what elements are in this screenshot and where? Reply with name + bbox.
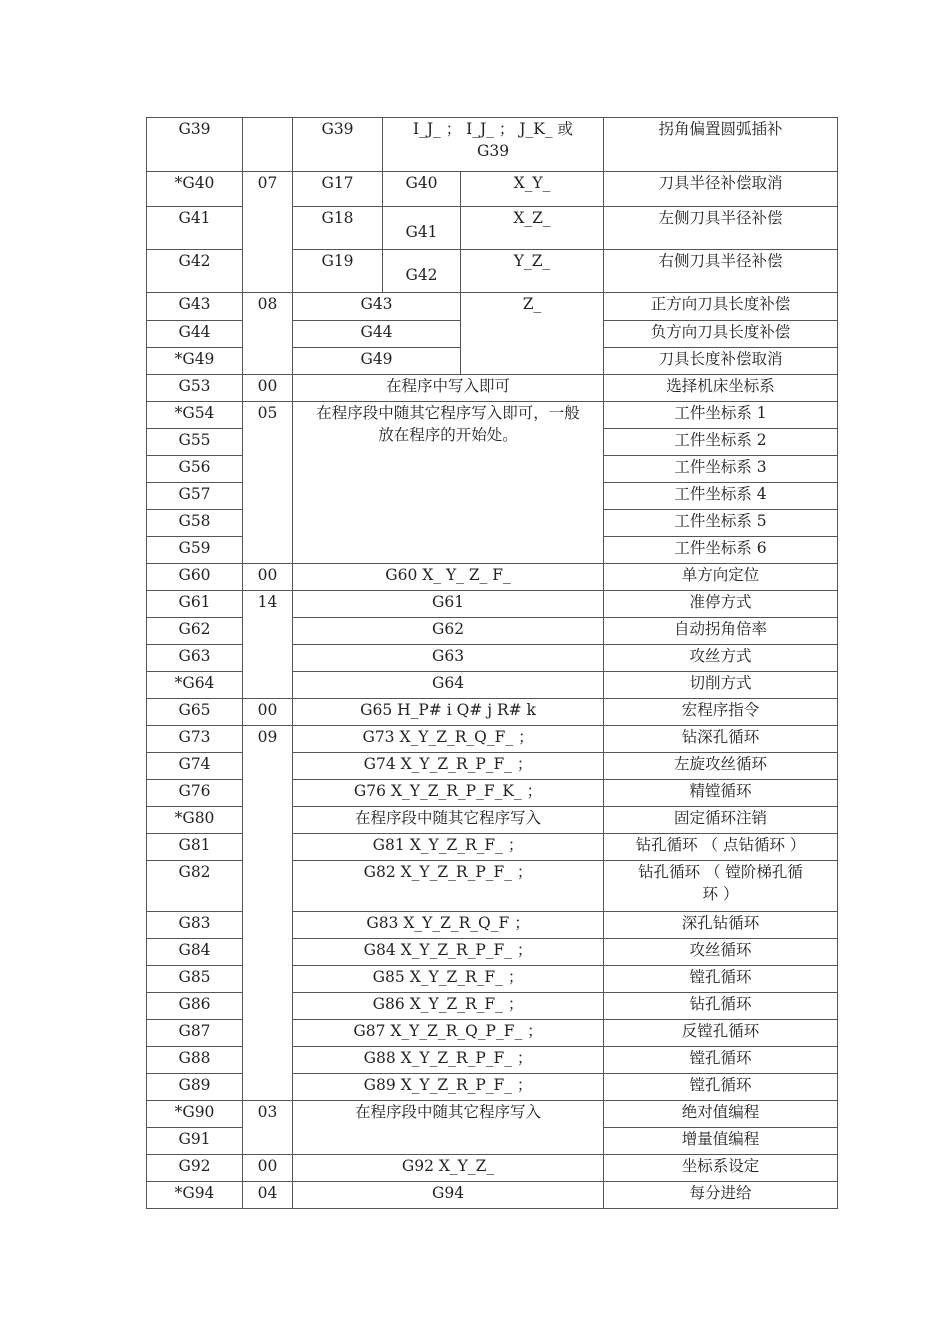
group-cell: 03 <box>243 1101 293 1155</box>
gcode-cell: G92 <box>147 1155 243 1182</box>
table-row <box>147 1155 838 1182</box>
format-cell: G62 <box>293 618 604 645</box>
function-cell: 左侧刀具半径补偿 <box>604 207 838 250</box>
cmd-cell: G44 <box>293 321 461 348</box>
axes-cell: X_Z_ <box>461 207 604 250</box>
function-cell: 自动拐角倍率 <box>604 618 838 645</box>
gcode-cell: G81 <box>147 834 243 861</box>
cmd-cell: G49 <box>293 348 461 375</box>
gcode-cell: G85 <box>147 966 243 993</box>
function-cell: 负方向刀具长度补偿 <box>604 321 838 348</box>
format-cell: 在程序段中随其它程序写入 <box>293 807 604 834</box>
function-cell: 工件坐标系 3 <box>604 456 838 483</box>
gcode-cell: G76 <box>147 780 243 807</box>
gcode-cell: *G90 <box>147 1101 243 1128</box>
format-cell: G83 X_Y_Z_R_Q_F ； <box>293 912 604 939</box>
gcode-cell: G57 <box>147 483 243 510</box>
group-cell: 07 <box>243 172 293 293</box>
table-row <box>147 1182 838 1209</box>
format-cell <box>383 118 604 172</box>
function-cell: 刀具半径补偿取消 <box>604 172 838 207</box>
gcode-cell: G74 <box>147 753 243 780</box>
function-cell: 正方向刀具长度补偿 <box>604 293 838 321</box>
function-cell: 精镗循环 <box>604 780 838 807</box>
group-cell: 04 <box>243 1182 293 1209</box>
function-cell: 固定循环注销 <box>604 807 838 834</box>
format-cell: G73 X_Y_Z_R_Q_F_ ； <box>293 726 604 753</box>
format-cell: G84 X_Y_Z_R_P_F_ ； <box>293 939 604 966</box>
function-cell: 工件坐标系 4 <box>604 483 838 510</box>
gcode-cell: *G64 <box>147 672 243 699</box>
axes-cell: Y_Z_ <box>461 250 604 293</box>
gcode-table <box>146 117 838 1209</box>
gcode-cell: G87 <box>147 1020 243 1047</box>
gcode-cell: G59 <box>147 537 243 564</box>
gcode-cell: G82 <box>147 861 243 912</box>
gcode-cell: G39 <box>147 118 243 172</box>
group-cell: 05 <box>243 402 293 564</box>
format-cell: G86 X_Y_Z_R_F_ ； <box>293 993 604 1020</box>
function-cell: 拐角偏置圆弧插补 <box>604 118 838 172</box>
table-row <box>147 591 838 618</box>
function-line: 钻孔循环 （ 镗阶梯孔循 <box>638 863 803 881</box>
plane-cell: G17 <box>293 172 383 207</box>
format-cell: G60 X_ Y_ Z_ F_ <box>293 564 604 591</box>
group-cell: 09 <box>243 726 293 1101</box>
format-cell: G39 <box>293 118 383 172</box>
function-cell <box>604 861 838 912</box>
function-cell: 切削方式 <box>604 672 838 699</box>
function-cell: 增量值编程 <box>604 1128 838 1155</box>
gcode-cell: G44 <box>147 321 243 348</box>
table-row <box>147 172 838 207</box>
format-line: 放在程序的开始处。 <box>378 426 518 444</box>
table-row <box>147 1101 838 1128</box>
gcode-cell: G55 <box>147 429 243 456</box>
cmd-cell: G40 <box>383 172 461 207</box>
function-cell: 坐标系设定 <box>604 1155 838 1182</box>
axes-cell: Z_ <box>461 293 604 375</box>
gcode-cell: G60 <box>147 564 243 591</box>
group-cell: 00 <box>243 699 293 726</box>
gcode-cell: G83 <box>147 912 243 939</box>
format-cell: G94 <box>293 1182 604 1209</box>
group-cell: 00 <box>243 564 293 591</box>
function-cell: 左旋攻丝循环 <box>604 753 838 780</box>
gcode-cell: G89 <box>147 1074 243 1101</box>
axes-cell: X_Y_ <box>461 172 604 207</box>
plane-cell: G18 <box>293 207 383 250</box>
function-cell: 工件坐标系 2 <box>604 429 838 456</box>
function-cell: 绝对值编程 <box>604 1101 838 1128</box>
function-cell: 镗孔循环 <box>604 1074 838 1101</box>
cmd-cell: G43 <box>293 293 461 321</box>
format-cell: G65 H_P# i Q# j R# k <box>293 699 604 726</box>
group-cell: 00 <box>243 375 293 402</box>
function-cell: 准停方式 <box>604 591 838 618</box>
gcode-cell: G65 <box>147 699 243 726</box>
table-row <box>147 564 838 591</box>
gcode-cell: G41 <box>147 207 243 250</box>
function-cell: 攻丝循环 <box>604 939 838 966</box>
gcode-cell: G42 <box>147 250 243 293</box>
format-cell: 在程序中写入即可 <box>293 375 604 402</box>
gcode-cell: *G54 <box>147 402 243 429</box>
function-line: 环 ） <box>702 885 739 903</box>
gcode-cell: G43 <box>147 293 243 321</box>
format-cell: 在程序段中随其它程序写入 <box>293 1101 604 1155</box>
gcode-cell: G61 <box>147 591 243 618</box>
format-cell <box>293 402 604 564</box>
table-row <box>147 726 838 753</box>
function-cell: 宏程序指令 <box>604 699 838 726</box>
gcode-cell: *G40 <box>147 172 243 207</box>
gcode-cell: G88 <box>147 1047 243 1074</box>
gcode-cell: G86 <box>147 993 243 1020</box>
gcode-cell: G63 <box>147 645 243 672</box>
function-cell: 右侧刀具半径补偿 <box>604 250 838 293</box>
format-line: G39 <box>476 142 510 160</box>
gcode-cell: *G49 <box>147 348 243 375</box>
format-cell: G89 X_Y_Z_R_P_F_ ； <box>293 1074 604 1101</box>
format-line: I_J_ ； I_J_ ； J_K_ 或 <box>412 120 574 138</box>
gcode-cell: G91 <box>147 1128 243 1155</box>
function-cell: 单方向定位 <box>604 564 838 591</box>
format-cell: G88 X_Y_Z_R_P_F_ ； <box>293 1047 604 1074</box>
table-row <box>147 293 838 321</box>
plane-cell: G19 <box>293 250 383 293</box>
function-cell: 工件坐标系 6 <box>604 537 838 564</box>
format-cell: G81 X_Y_Z_R_F_ ； <box>293 834 604 861</box>
table-row <box>147 375 838 402</box>
format-cell: G87 X_Y_Z_R_Q_P_F_ ； <box>293 1020 604 1047</box>
function-cell: 工件坐标系 5 <box>604 510 838 537</box>
format-line: 在程序段中随其它程序写入即可，一般 <box>316 404 580 422</box>
group-cell: 08 <box>243 293 293 375</box>
function-cell: 攻丝方式 <box>604 645 838 672</box>
function-cell: 钻孔循环 <box>604 993 838 1020</box>
function-cell: 选择机床坐标系 <box>604 375 838 402</box>
function-cell: 刀具长度补偿取消 <box>604 348 838 375</box>
format-cell: G63 <box>293 645 604 672</box>
format-cell: G61 <box>293 591 604 618</box>
table-row <box>147 402 838 429</box>
function-cell: 钻孔循环 （ 点钻循环 ） <box>604 834 838 861</box>
function-cell: 镗孔循环 <box>604 966 838 993</box>
function-cell: 反镗孔循环 <box>604 1020 838 1047</box>
gcode-cell: *G94 <box>147 1182 243 1209</box>
function-cell: 深孔钻循环 <box>604 912 838 939</box>
cmd-cell: G42 <box>383 250 461 293</box>
format-cell: G92 X_Y_Z_ <box>293 1155 604 1182</box>
group-cell: 00 <box>243 1155 293 1182</box>
gcode-cell: G84 <box>147 939 243 966</box>
gcode-cell: G73 <box>147 726 243 753</box>
format-cell: G85 X_Y_Z_R_F_ ； <box>293 966 604 993</box>
group-cell <box>243 118 293 172</box>
function-cell: 镗孔循环 <box>604 1047 838 1074</box>
format-cell: G82 X_Y_Z_R_P_F_ ； <box>293 861 604 912</box>
table-row <box>147 118 838 172</box>
group-cell: 14 <box>243 591 293 699</box>
format-cell: G64 <box>293 672 604 699</box>
table-row <box>147 699 838 726</box>
gcode-cell: G56 <box>147 456 243 483</box>
gcode-cell: G58 <box>147 510 243 537</box>
function-cell: 每分进给 <box>604 1182 838 1209</box>
function-cell: 钻深孔循环 <box>604 726 838 753</box>
gcode-cell: *G80 <box>147 807 243 834</box>
cmd-cell: G41 <box>383 207 461 250</box>
format-cell: G74 X_Y_Z_R_P_F_ ； <box>293 753 604 780</box>
format-cell: G76 X_Y_Z_R_P_F_K_ ； <box>293 780 604 807</box>
function-cell: 工件坐标系 1 <box>604 402 838 429</box>
gcode-cell: G53 <box>147 375 243 402</box>
gcode-cell: G62 <box>147 618 243 645</box>
